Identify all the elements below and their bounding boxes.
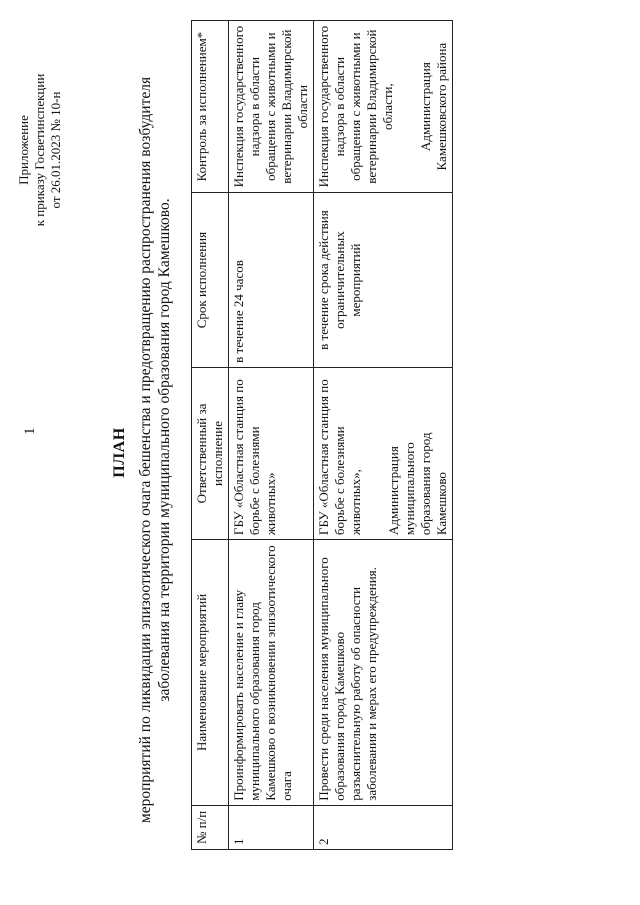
row-responsible <box>229 367 314 539</box>
control-text: Инспекция государственного надзора в области обращения с животными и ветеринарии Владимирской области <box>231 25 310 188</box>
row-deadline: в течение срока действия ограничительных мероприятий <box>314 193 453 368</box>
plan-table <box>191 20 453 850</box>
row-name: Проинформировать население и главу муниципального образования город Камешково о возникновении эпизоотического очага <box>229 540 314 806</box>
header-name: Наименование мероприятий <box>192 540 229 806</box>
control-text: Инспекция государственного надзора в области обращения с животными и ветеринарии Владимирской области, <box>316 25 395 188</box>
row-control <box>229 21 314 193</box>
row-deadline: в течение 24 часов <box>229 193 314 368</box>
row-name: Провести среди населения муниципального образования город Камешково разъяснительную работу об опасности заболевания и мерах его предупреждения. <box>314 540 453 806</box>
header-control: Контроль за исполнением* <box>192 21 229 193</box>
table-header-row <box>192 21 229 850</box>
appendix-block <box>16 0 64 300</box>
row-control <box>314 21 453 193</box>
appendix-line: Приложение <box>16 115 31 185</box>
control-text-2: Администрация Камешковского района <box>418 42 449 171</box>
table-row <box>229 21 314 850</box>
appendix-line: от 26.01.2023 № 10-н <box>48 91 63 209</box>
row-responsible <box>314 367 453 539</box>
row-number: 2 <box>314 805 453 849</box>
document-subtitle: мероприятий по ликвидации эпизоотического очага бешенства и предотвращению распространения возбудителя заболевания на территории муниципального образования город Камешково. <box>137 76 173 824</box>
responsible-text: ГБУ «Областная станция по борьбе с болезнями животных», <box>316 379 363 536</box>
responsible-text-2: Администрация муниципального образования город Камешково <box>386 432 449 536</box>
header-num: № п/п <box>192 805 229 849</box>
header-responsible: Ответственный за исполнение <box>192 367 229 539</box>
row-number: 1 <box>229 805 314 849</box>
appendix-line: к приказу Госветинспекции <box>32 73 47 227</box>
page-number: 1 <box>22 427 38 435</box>
table-row <box>314 21 453 850</box>
header-deadline: Срок исполнения <box>192 193 229 368</box>
responsible-text: ГБУ «Областная станция по борьбе с болезнями животных» <box>231 379 278 536</box>
document-title: ПЛАН <box>111 427 128 478</box>
